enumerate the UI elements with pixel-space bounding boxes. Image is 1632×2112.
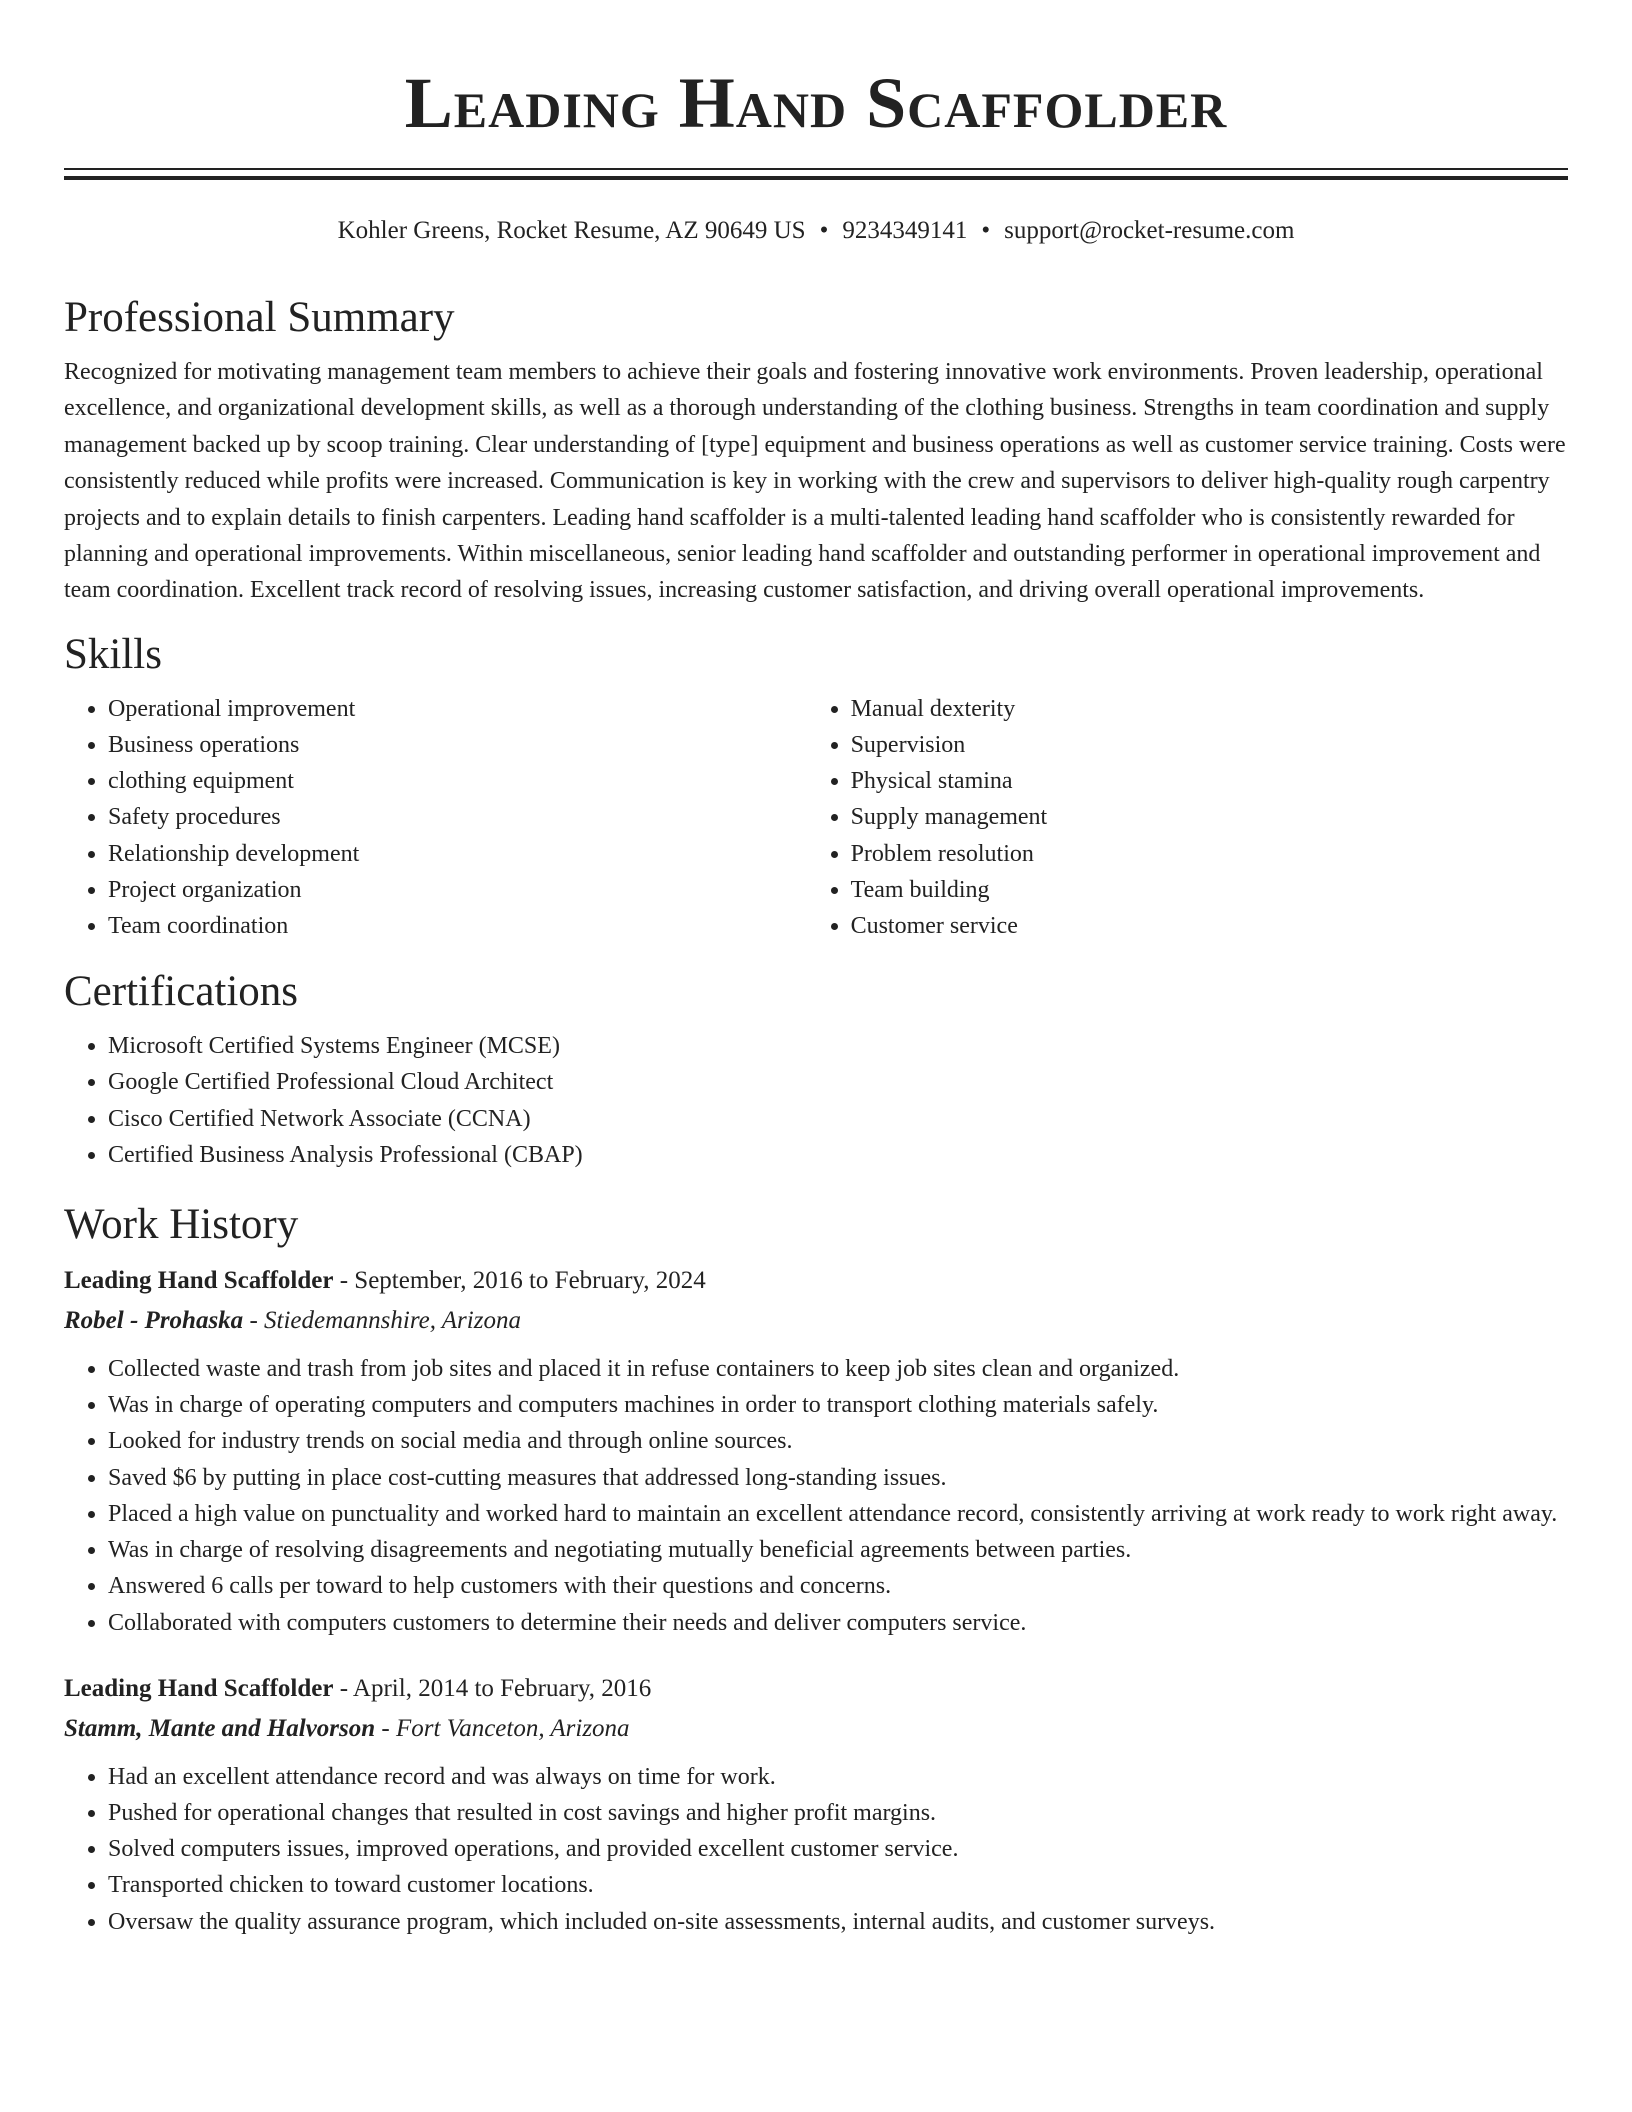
job-duty-item: • Saved $6 by putting in place cost-cutting measures that addressed long-standing issues. xyxy=(108,1460,1568,1496)
skill-item: • Physical stamina xyxy=(851,763,1568,799)
skill-item: • Operational improvement xyxy=(108,691,807,727)
job-duty-item: • Looked for industry trends on social media and through online sources. xyxy=(108,1423,1568,1459)
skill-item: • Supply management xyxy=(851,799,1568,835)
job-duty-item: • Answered 6 calls per toward to help customers with their questions and concerns. xyxy=(108,1568,1568,1604)
job-duty-item: • Transported chicken to toward customer locations. xyxy=(108,1867,1568,1903)
section-heading-summary: Professional Summary xyxy=(64,294,455,341)
section-heading-skills: Skills xyxy=(64,630,162,678)
summary-text: Recognized for motivating management team members to achieve their goals and fostering innovative work environments. Proven leadership, operational excellence, and organizational development skills, as well as a thorough understanding of the clothing business. Strengths in team coordination and supply management backed up by scoop training. Clear understanding of [type] equipment and business operations as well as customer service training. Costs were consistently reduced while profits were increased. Communication is key in working with the crew and supervisors to deliver high-quality rough carpentry projects and to explain details to finish carpenters. Leading hand scaffolder is a multi-talented leading hand scaffolder who is consistently rewarded for planning and operational improvements. Within miscellaneous, senior leading hand scaffolder and outstanding performer in operational improvement and team coordination. Excellent track record of resolving issues, increasing customer satisfaction, and driving overall operational improvements. xyxy=(64,359,1566,604)
job-duty-item: • Solved computers issues, improved operations, and provided excellent customer service. xyxy=(108,1831,1568,1867)
certification-item: • Microsoft Certified Systems Engineer (MCSE) xyxy=(108,1028,1568,1064)
skill-item: • Project organization xyxy=(108,872,807,908)
skill-item: • clothing equipment xyxy=(108,763,807,799)
resume-body xyxy=(64,290,1568,1968)
skills-list-right xyxy=(807,691,1568,944)
job-dates: - September, 2016 to February, 2024 xyxy=(333,1267,706,1295)
job-duty-item: • Placed a high value on punctuality and worked hard to maintain an excellent attendance record, consistently arriving at work ready to work right away. xyxy=(108,1496,1568,1532)
contact-separator: • xyxy=(819,217,829,244)
skill-item: • Customer service xyxy=(851,908,1568,944)
summary-section xyxy=(64,290,1568,609)
job-role: Leading Hand Scaffolder xyxy=(64,1267,334,1295)
header-divider-thin xyxy=(64,168,1568,170)
job-duty-item: • Collaborated with computers customers to determine their needs and deliver computers service. xyxy=(108,1605,1568,1641)
skill-item: • Team coordination xyxy=(108,908,807,944)
job-role: Leading Hand Scaffolder xyxy=(64,1674,334,1702)
certification-item: • Cisco Certified Network Associate (CCNA) xyxy=(108,1101,1568,1137)
skills-columns xyxy=(64,691,1568,944)
job-location: - Stiedemannshire, Arizona xyxy=(243,1307,521,1335)
resume-title: Leading Hand Scaffolder xyxy=(404,63,1228,143)
job-dates: - April, 2014 to February, 2016 xyxy=(333,1674,652,1702)
job-duty-item: • Had an excellent attendance record and was always on time for work. xyxy=(108,1759,1568,1795)
skill-item: • Problem resolution xyxy=(851,836,1568,872)
section-heading-certifications: Certifications xyxy=(64,968,299,1016)
job-entry xyxy=(64,1669,1568,1940)
contact-separator: • xyxy=(981,217,991,244)
skill-item: • Business operations xyxy=(108,727,807,763)
job-duties-list xyxy=(64,1351,1568,1641)
job-title-line xyxy=(64,1669,1568,1709)
job-employer-line xyxy=(64,1301,1568,1341)
section-heading-work-history: Work History xyxy=(64,1201,299,1249)
job-company: Robel - Prohaska xyxy=(64,1307,244,1335)
header-divider-thick xyxy=(64,176,1568,180)
skill-item: • Safety procedures xyxy=(108,799,807,835)
job-duty-item: • Was in charge of operating computers and computers machines in order to transport clothing materials safely. xyxy=(108,1387,1568,1423)
job-employer-line xyxy=(64,1709,1568,1749)
skill-item: • Team building xyxy=(851,872,1568,908)
job-duty-item: • Was in charge of resolving disagreements and negotiating mutually beneficial agreements between parties. xyxy=(108,1532,1568,1568)
job-duty-item: • Oversaw the quality assurance program, which included on-site assessments, internal audits, and customer surveys. xyxy=(108,1904,1568,1940)
contact-phone: 9234349141 xyxy=(842,217,968,244)
job-title-line xyxy=(64,1261,1568,1301)
certifications-section xyxy=(64,964,1568,1173)
job-company: Stamm, Mante and Halvorson xyxy=(64,1714,376,1742)
job-duty-item: • Pushed for operational changes that resulted in cost savings and higher profit margins. xyxy=(108,1795,1568,1831)
skill-item: • Relationship development xyxy=(108,836,807,872)
certification-item: • Certified Business Analysis Professional (CBAP) xyxy=(108,1137,1568,1173)
contact-email: support@rocket-resume.com xyxy=(1004,217,1295,244)
skill-item: • Supervision xyxy=(851,727,1568,763)
job-entry xyxy=(64,1261,1568,1641)
job-duties-list xyxy=(64,1759,1568,1940)
skills-list-left xyxy=(64,691,807,944)
certification-item: • Google Certified Professional Cloud Architect xyxy=(108,1064,1568,1100)
work-history-section xyxy=(64,1197,1568,1940)
skills-section xyxy=(64,627,1568,944)
contact-address: Kohler Greens, Rocket Resume, AZ 90649 US xyxy=(337,217,806,244)
contact-line xyxy=(0,214,1632,248)
skill-item: • Manual dexterity xyxy=(851,691,1568,727)
job-location: - Fort Vanceton, Arizona xyxy=(375,1714,630,1742)
certifications-list xyxy=(64,1028,1568,1173)
job-duty-item: • Collected waste and trash from job sites and placed it in refuse containers to keep job sites clean and organized. xyxy=(108,1351,1568,1387)
